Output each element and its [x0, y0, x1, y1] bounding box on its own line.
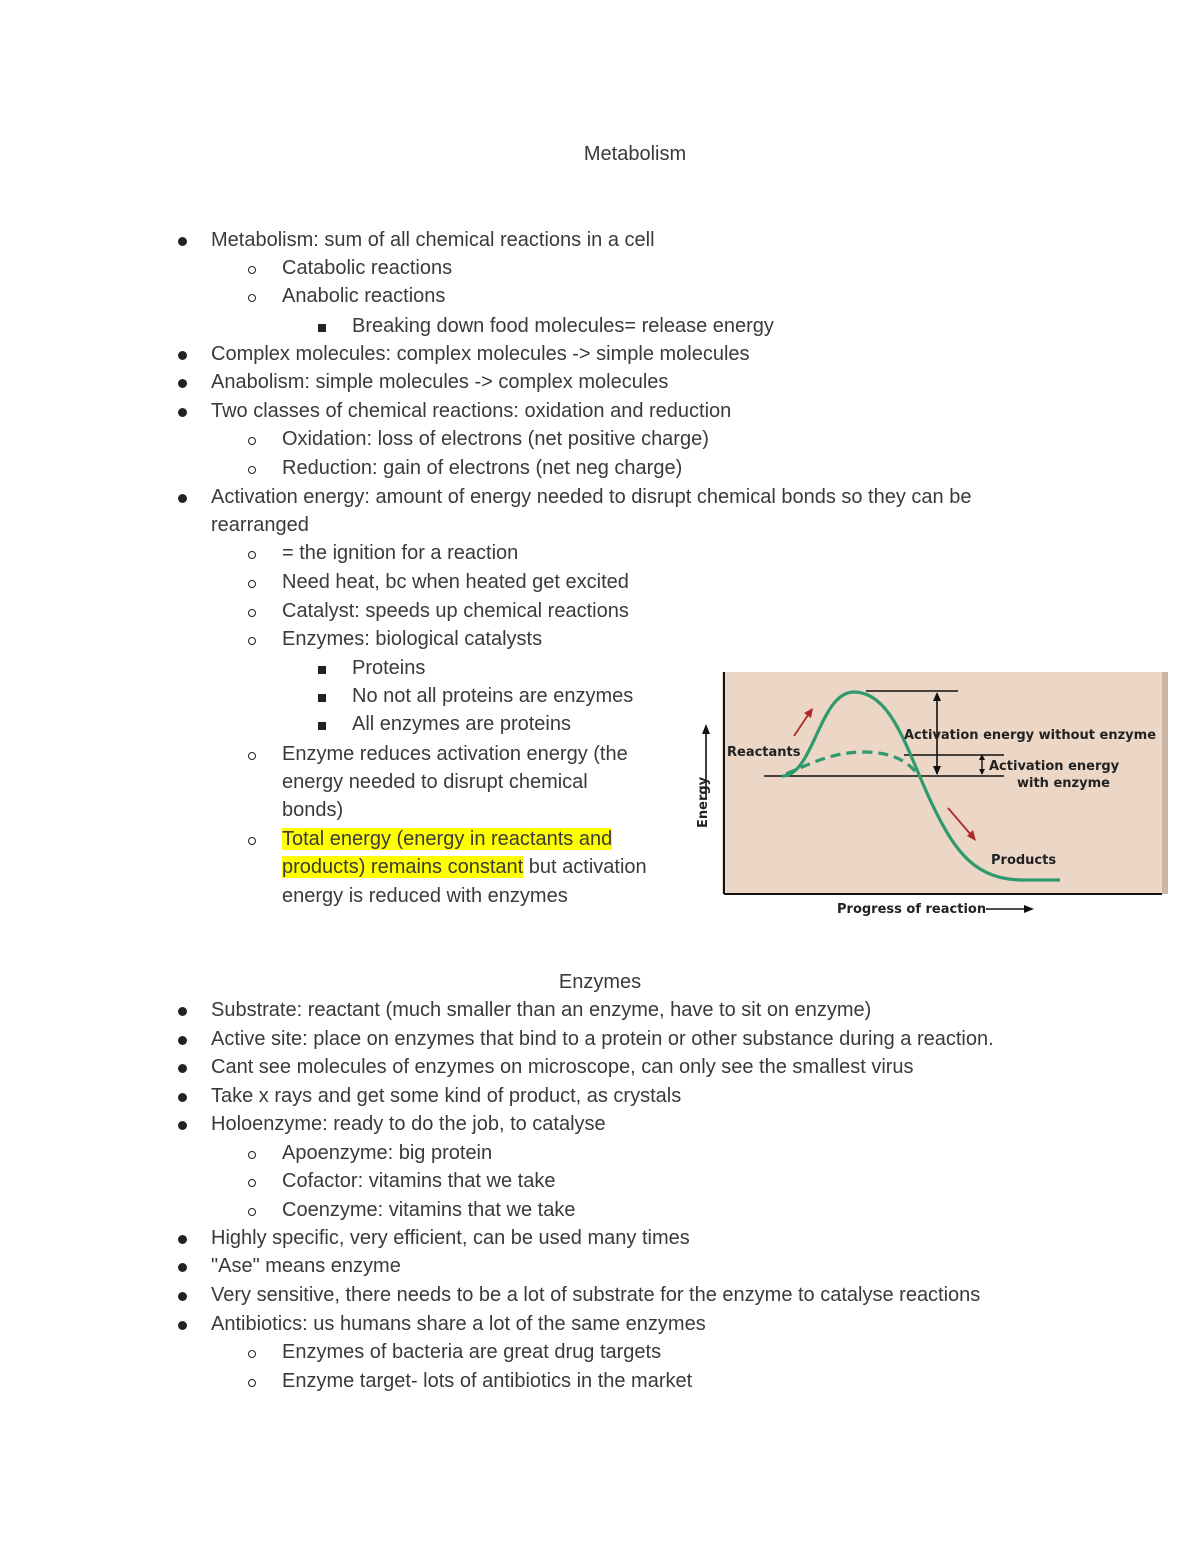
- list-item: Cant see molecules of enzymes on microscope, can only see the smallest virus: [211, 1056, 914, 1078]
- bullet-disc-icon: [178, 1224, 187, 1252]
- list-item: [282, 825, 612, 853]
- bullet-circle-icon: [248, 539, 256, 567]
- bullet-circle-icon: [248, 568, 256, 596]
- list-item: Antibiotics: us humans share a lot of the same enzymes: [211, 1313, 706, 1335]
- enzymes-heading: Enzymes: [558, 971, 642, 993]
- bullet-disc-icon: [178, 483, 187, 511]
- list-item: Breaking down food molecules= release energy: [352, 315, 774, 337]
- bullet-disc-icon: [178, 1110, 187, 1138]
- list-item: Apoenzyme: big protein: [282, 1142, 493, 1164]
- list-item: Anabolism: simple molecules -> complex molecules: [211, 371, 669, 393]
- metabolism-heading: Metabolism: [583, 143, 687, 165]
- list-item-continuation: [282, 853, 647, 881]
- bullet-disc-icon: [178, 996, 187, 1024]
- list-item: Anabolic reactions: [282, 285, 446, 307]
- y-axis-label: Energy: [696, 776, 711, 828]
- list-item: All enzymes are proteins: [352, 713, 571, 735]
- list-item: Two classes of chemical reactions: oxidation and reduction: [211, 400, 732, 422]
- list-item: Coenzyme: vitamins that we take: [282, 1199, 576, 1221]
- bullet-square-icon: [318, 312, 326, 340]
- list-item: Metabolism: sum of all chemical reactions in a cell: [211, 229, 655, 251]
- list-item-continuation: energy is reduced with enzymes: [282, 885, 568, 907]
- activation-with-enzyme-label-2: with enzyme: [1017, 776, 1110, 791]
- bullet-disc-icon: [178, 368, 187, 396]
- list-item: Enzymes: biological catalysts: [282, 628, 543, 650]
- list-item: Catabolic reactions: [282, 257, 453, 279]
- list-item: = the ignition for a reaction: [282, 542, 519, 564]
- bullet-disc-icon: [178, 226, 187, 254]
- highlighted-text: Total energy (energy in reactants and: [282, 828, 613, 850]
- list-item: Complex molecules: complex molecules -> simple molecules: [211, 343, 750, 365]
- bullet-circle-icon: [248, 1367, 256, 1395]
- bullet-circle-icon: [248, 740, 256, 768]
- list-item: Very sensitive, there needs to be a lot of substrate for the enzyme to catalyse reactions: [211, 1284, 981, 1306]
- bullet-circle-icon: [248, 454, 256, 482]
- bullet-circle-icon: [248, 825, 256, 853]
- list-item: Cofactor: vitamins that we take: [282, 1170, 556, 1192]
- list-item: Substrate: reactant (much smaller than an enzyme, have to sit on enzyme): [211, 999, 872, 1021]
- activation-without-enzyme-label: Activation energy without enzyme: [904, 728, 1157, 743]
- bullet-circle-icon: [248, 282, 256, 310]
- bullet-square-icon: [318, 654, 326, 682]
- bullet-square-icon: [318, 710, 326, 738]
- bullet-disc-icon: [178, 1025, 187, 1053]
- list-item: Active site: place on enzymes that bind to a protein or other substance during a reaction.: [211, 1028, 994, 1050]
- list-item-continuation: energy needed to disrupt chemical: [282, 771, 588, 793]
- list-item: Need heat, bc when heated get excited: [282, 571, 629, 593]
- bullet-disc-icon: [178, 340, 187, 368]
- list-item-continuation: bonds): [282, 799, 344, 821]
- bullet-disc-icon: [178, 1053, 187, 1081]
- list-item: Catalyst: speeds up chemical reactions: [282, 600, 629, 622]
- list-item: Take x rays and get some kind of product, as crystals: [211, 1085, 682, 1107]
- reactants-label: Reactants: [727, 745, 801, 760]
- list-item: "Ase" means enzyme: [211, 1255, 401, 1277]
- bullet-disc-icon: [178, 1252, 187, 1280]
- activation-energy-diagram: [694, 668, 1170, 926]
- bullet-disc-icon: [178, 1281, 187, 1309]
- bullet-square-icon: [318, 682, 326, 710]
- bullet-circle-icon: [248, 1338, 256, 1366]
- bullet-circle-icon: [248, 1167, 256, 1195]
- bullet-disc-icon: [178, 1082, 187, 1110]
- list-item: Activation energy: amount of energy needed to disrupt chemical bonds so they can be: [211, 486, 972, 508]
- bullet-circle-icon: [248, 1139, 256, 1167]
- bullet-disc-icon: [178, 1310, 187, 1338]
- list-item: Enzymes of bacteria are great drug targets: [282, 1341, 662, 1363]
- highlighted-text: products) remains constant: [282, 856, 524, 878]
- products-label: Products: [991, 853, 1057, 868]
- bullet-circle-icon: [248, 625, 256, 653]
- bullet-circle-icon: [248, 254, 256, 282]
- list-item: Highly specific, very efficient, can be used many times: [211, 1227, 690, 1249]
- list-item: Reduction: gain of electrons (net neg charge): [282, 457, 683, 479]
- list-item-continuation: rearranged: [211, 514, 309, 536]
- activation-with-enzyme-label: Activation energy: [989, 759, 1120, 774]
- list-item: Holoenzyme: ready to do the job, to catalyse: [211, 1113, 606, 1135]
- list-item-text: but activation: [523, 856, 647, 878]
- bullet-circle-icon: [248, 1196, 256, 1224]
- list-item: Proteins: [352, 657, 426, 679]
- list-item: Enzyme target- lots of antibiotics in the market: [282, 1370, 693, 1392]
- list-item: Enzyme reduces activation energy (the: [282, 743, 628, 765]
- bullet-circle-icon: [248, 597, 256, 625]
- list-item: No not all proteins are enzymes: [352, 685, 634, 707]
- list-item: Oxidation: loss of electrons (net positive charge): [282, 428, 709, 450]
- bullet-disc-icon: [178, 397, 187, 425]
- x-axis-label: Progress of reaction: [837, 902, 987, 917]
- bullet-circle-icon: [248, 425, 256, 453]
